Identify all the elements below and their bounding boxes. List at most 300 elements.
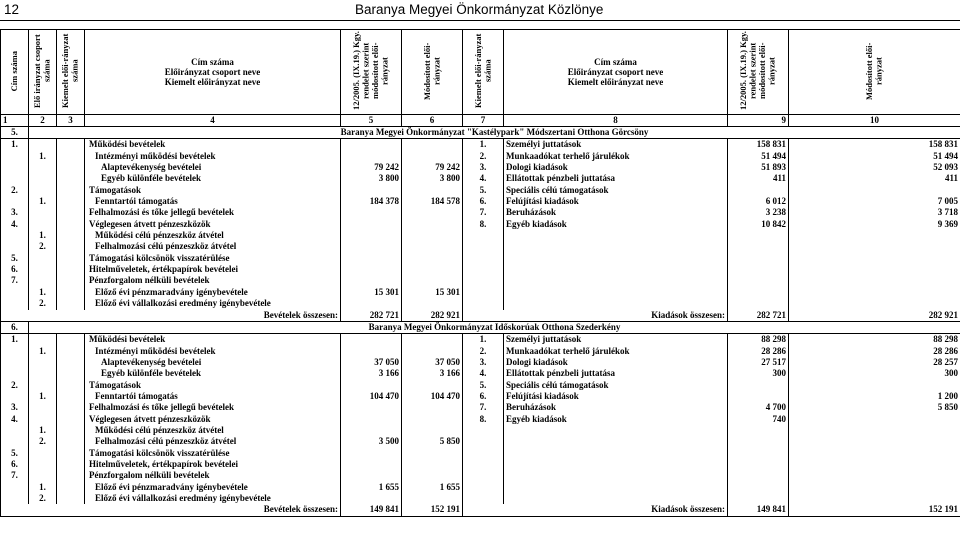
kiadas-megnevezes: Egyéb kiadások [504,414,728,425]
kiadas-megnevezes [504,275,728,286]
kiadas-szam [463,493,504,504]
table-row [1,414,960,425]
csoport-szam [29,414,57,425]
expense-total-original: 149 841 [728,504,789,516]
cim-szam [1,493,29,504]
kiadas-rendelet: 3 238 [728,207,789,218]
bevetel-rendelet: 37 050 [341,357,402,368]
bevetel-megnevezes: Pénzforgalom nélküli bevételek [85,470,341,481]
page-number: 12 [4,2,20,17]
kiadas-szam: 8. [463,219,504,230]
kiadas-modositott: 51 494 [789,151,960,162]
bevetel-modositott: 37 050 [402,357,463,368]
csoport-szam [29,470,57,481]
bevetel-rendelet: 15 301 [341,287,402,298]
kiadas-modositott [789,448,960,459]
kiadas-megnevezes [504,493,728,504]
kiadas-rendelet [728,275,789,286]
bevetel-rendelet: 3 800 [341,173,402,184]
csoport-szam [29,368,57,379]
bevetel-rendelet [341,380,402,391]
kiemelt-szam [57,162,85,173]
table-row [1,275,960,286]
csoport-szam: 1. [29,346,57,357]
total-row [1,310,960,322]
bevetel-megnevezes: Előző évi vállalkozási eredmény igénybevétele [85,298,341,309]
kiemelt-szam [57,253,85,264]
table-row [1,448,960,459]
csoport-szam [29,357,57,368]
bevetel-modositott [402,346,463,357]
page-header [0,0,960,20]
colnum-6: 6 [402,115,463,127]
bevetel-megnevezes: Alaptevékenység bevételei [85,357,341,368]
bevetel-modositott [402,151,463,162]
kiadas-modositott [789,241,960,252]
table-row [1,368,960,379]
bevetel-modositott [402,241,463,252]
kiadas-modositott [789,470,960,481]
bevetel-megnevezes: Támogatások [85,380,341,391]
bevetel-megnevezes: Egyéb különféle bevételek [85,368,341,379]
cim-szam [1,287,29,298]
bevetel-modositott: 1 655 [402,482,463,493]
cim-szam: 3. [1,207,29,218]
kiadas-rendelet [728,380,789,391]
table-row [1,357,960,368]
cim-szam: 2. [1,380,29,391]
table-header-row [1,30,960,115]
bevetel-modositott [402,185,463,196]
kiemelt-szam [57,493,85,504]
kiemelt-szam [57,287,85,298]
kiadas-megnevezes: Ellátottak pénzbeli juttatása [504,173,728,184]
kiadas-rendelet [728,436,789,447]
kiemelt-szam [57,264,85,275]
bevetel-megnevezes: Intézményi működési bevételek [85,346,341,357]
table-row [1,219,960,230]
bevetel-modositott [402,380,463,391]
kiadas-rendelet: 6 012 [728,196,789,207]
bevetel-rendelet [341,425,402,436]
table-row [1,298,960,309]
kiadas-rendelet: 10 842 [728,219,789,230]
csoport-szam: 1. [29,196,57,207]
bevetel-megnevezes: Pénzforgalom nélküli bevételek [85,275,341,286]
kiadas-megnevezes [504,298,728,309]
kiemelt-szam [57,448,85,459]
bevetel-modositott [402,448,463,459]
bevetel-modositott [402,253,463,264]
kiadas-rendelet [728,448,789,459]
bevetel-rendelet: 184 378 [341,196,402,207]
header-kiemelt-szama-right: Kiemelt elői-rányzat száma [463,30,504,115]
bevetel-megnevezes: Egyéb különféle bevételek [85,173,341,184]
colnum-8: 8 [504,115,728,127]
table-row [1,253,960,264]
kiadas-modositott [789,275,960,286]
bevetel-modositott: 104 470 [402,391,463,402]
csoport-szam [29,139,57,151]
table-row [1,264,960,275]
bevetel-modositott [402,139,463,151]
kiadas-szam: 2. [463,346,504,357]
kiadas-rendelet: 158 831 [728,139,789,151]
kiadas-rendelet [728,493,789,504]
bevetel-megnevezes: Fenntartói támogatás [85,391,341,402]
csoport-szam: 1. [29,391,57,402]
kiadas-megnevezes [504,230,728,241]
kiadas-rendelet [728,185,789,196]
section-number: 5. [1,127,29,139]
kiadas-modositott [789,298,960,309]
kiadas-rendelet [728,287,789,298]
bevetel-modositott [402,470,463,481]
bevetel-rendelet [341,414,402,425]
cim-szam: 7. [1,470,29,481]
table-row [1,196,960,207]
kiadas-modositott [789,482,960,493]
csoport-szam: 1. [29,425,57,436]
kiemelt-szam [57,275,85,286]
bevetel-megnevezes: Véglegesen átvett pénzeszközök [85,414,341,425]
bevetel-megnevezes: Támogatási kölcsönök visszatérülése [85,448,341,459]
bevetel-rendelet [341,253,402,264]
csoport-szam [29,459,57,470]
kiadas-szam: 4. [463,173,504,184]
bevetel-megnevezes: Véglegesen átvett pénzeszközök [85,219,341,230]
kiemelt-szam [57,151,85,162]
kiadas-szam [463,275,504,286]
cim-szam [1,196,29,207]
colnum-1: 1 [1,115,29,127]
table-row [1,287,960,298]
cim-szam: 3. [1,402,29,413]
kiadas-modositott [789,230,960,241]
kiadas-rendelet [728,425,789,436]
table-row [1,470,960,481]
bevetel-megnevezes: Működési bevételek [85,334,341,346]
bevetel-modositott: 79 242 [402,162,463,173]
csoport-szam: 1. [29,287,57,298]
cim-szam: 5. [1,253,29,264]
kiemelt-szam [57,482,85,493]
bevetel-megnevezes: Működési bevételek [85,139,341,151]
budget-table [0,29,960,517]
kiadas-megnevezes: Személyi juttatások [504,334,728,346]
cim-szam [1,391,29,402]
kiadas-megnevezes: Beruházások [504,402,728,413]
kiadas-modositott: 5 850 [789,402,960,413]
kiemelt-szam [57,436,85,447]
bevetel-modositott [402,230,463,241]
bevetel-modositott [402,207,463,218]
kiadas-szam [463,448,504,459]
expense-total-modified: 152 191 [789,504,960,516]
cim-szam [1,357,29,368]
kiemelt-szam [57,425,85,436]
bevetel-modositott: 3 800 [402,173,463,184]
kiadas-megnevezes: Dologi kiadások [504,357,728,368]
bevetel-megnevezes: Támogatások [85,185,341,196]
bevetel-modositott [402,493,463,504]
kiadas-megnevezes: Személyi juttatások [504,139,728,151]
csoport-szam: 1. [29,151,57,162]
section-title: Baranya Megyei Önkormányzat "Kastélypark" Módszertani Otthona Görcsöny [29,127,960,139]
kiadas-modositott [789,459,960,470]
kiadas-szam [463,298,504,309]
kiadas-modositott: 9 369 [789,219,960,230]
csoport-szam [29,173,57,184]
bevetel-megnevezes: Hitelműveletek, értékpapírok bevételei [85,459,341,470]
cim-szam: 1. [1,334,29,346]
kiadas-megnevezes: Egyéb kiadások [504,219,728,230]
cim-szam [1,425,29,436]
kiadas-rendelet [728,298,789,309]
kiadas-modositott: 411 [789,173,960,184]
bevetel-modositott [402,275,463,286]
kiemelt-szam [57,357,85,368]
cim-szam: 6. [1,264,29,275]
colnum-4: 4 [85,115,341,127]
kiadas-modositott [789,493,960,504]
header-rendelet: 12/2005. (IX.19.) Kgy. rendelet szerint módosított elői-rányzat [341,30,402,115]
kiadas-szam [463,459,504,470]
csoport-szam [29,185,57,196]
header-cim-szama: Cím száma [1,30,29,115]
kiadas-megnevezes [504,287,728,298]
header-eloiranyzat-csoport: Elő irányzat csoport száma [29,30,57,115]
bevetel-rendelet [341,207,402,218]
kiadas-modositott [789,436,960,447]
kiemelt-szam [57,380,85,391]
table-row [1,230,960,241]
bevetel-rendelet: 3 500 [341,436,402,447]
kiadas-szam [463,482,504,493]
kiadas-modositott: 28 257 [789,357,960,368]
csoport-szam [29,207,57,218]
table-row [1,151,960,162]
kiadas-megnevezes [504,482,728,493]
table-row [1,493,960,504]
csoport-szam [29,334,57,346]
kiadas-modositott: 158 831 [789,139,960,151]
kiadas-szam [463,287,504,298]
csoport-szam [29,448,57,459]
kiemelt-szam [57,368,85,379]
table-row [1,173,960,184]
kiadas-szam: 1. [463,334,504,346]
kiemelt-szam [57,459,85,470]
cim-szam: 1. [1,139,29,151]
table-row [1,459,960,470]
kiadas-rendelet [728,253,789,264]
kiadas-modositott: 3 718 [789,207,960,218]
cim-szam [1,368,29,379]
kiadas-megnevezes: Dologi kiadások [504,162,728,173]
kiadas-modositott [789,264,960,275]
bevetel-megnevezes: Előző évi vállalkozási eredmény igénybevétele [85,493,341,504]
bevetel-modositott: 3 166 [402,368,463,379]
csoport-szam: 2. [29,241,57,252]
header-kiemelt-szama: Kiemelt elői-rányzat száma [57,30,85,115]
kiadas-megnevezes: Felújítási kiadások [504,391,728,402]
header-cim-neve: Cím száma Előirányzat csoport neve Kiemelt előirányzat neve [85,30,341,115]
cim-szam [1,173,29,184]
bevetel-megnevezes: Működési célú pénzeszköz átvétel [85,425,341,436]
bevetel-rendelet [341,151,402,162]
kiadas-megnevezes: Munkaadókat terhelő járulékok [504,346,728,357]
colnum-10: 10 [789,115,960,127]
table-body [1,30,960,517]
expense-total-original: 282 721 [728,310,789,322]
kiadas-rendelet [728,459,789,470]
table-row [1,402,960,413]
table-row [1,380,960,391]
revenue-total-modified: 282 921 [402,310,463,322]
header-rule [0,20,960,21]
kiadas-modositott: 1 200 [789,391,960,402]
kiadas-rendelet: 51 893 [728,162,789,173]
section-number: 6. [1,321,29,333]
table-row [1,139,960,151]
kiadas-modositott [789,287,960,298]
kiadas-szam [463,425,504,436]
kiadas-rendelet: 411 [728,173,789,184]
kiadas-szam [463,241,504,252]
kiadas-rendelet [728,241,789,252]
section-title: Baranya Megyei Önkormányzat Időskorúak Otthona Szederkény [29,321,960,333]
kiadas-szam: 5. [463,380,504,391]
section-header-row [1,321,960,333]
kiadas-szam: 1. [463,139,504,151]
kiemelt-szam [57,346,85,357]
csoport-szam [29,402,57,413]
kiadas-rendelet [728,264,789,275]
cim-szam: 4. [1,219,29,230]
kiadas-modositott [789,425,960,436]
kiadas-megnevezes [504,448,728,459]
cim-szam [1,346,29,357]
cim-szam [1,151,29,162]
kiadas-rendelet: 51 494 [728,151,789,162]
kiadas-szam: 3. [463,357,504,368]
kiadas-szam: 5. [463,185,504,196]
kiadas-rendelet: 740 [728,414,789,425]
header-cim-neve-right: Cím száma Előirányzat csoport neve Kiemelt előirányzat neve [504,30,728,115]
kiadas-rendelet: 28 286 [728,346,789,357]
colnum-9: 9 [728,115,789,127]
kiadas-megnevezes [504,264,728,275]
cim-szam [1,482,29,493]
cim-szam [1,241,29,252]
kiadas-szam: 6. [463,391,504,402]
bevetel-rendelet [341,402,402,413]
kiadas-szam: 7. [463,402,504,413]
cim-szam: 5. [1,448,29,459]
table-row [1,425,960,436]
kiadas-szam: 7. [463,207,504,218]
csoport-szam [29,162,57,173]
bevetel-megnevezes: Intézményi működési bevételek [85,151,341,162]
kiadas-szam: 6. [463,196,504,207]
revenue-total-label: Bevételek összesen: [1,310,341,322]
kiemelt-szam [57,219,85,230]
bevetel-rendelet: 79 242 [341,162,402,173]
bevetel-modositott [402,414,463,425]
kiadas-szam [463,230,504,241]
bevetel-modositott: 184 578 [402,196,463,207]
kiemelt-szam [57,470,85,481]
bevetel-rendelet [341,298,402,309]
kiadas-szam: 3. [463,162,504,173]
table-row [1,482,960,493]
bevetel-rendelet [341,334,402,346]
colnum-7: 7 [463,115,504,127]
cim-szam [1,436,29,447]
bevetel-rendelet [341,139,402,151]
kiemelt-szam [57,139,85,151]
cim-szam [1,298,29,309]
csoport-szam: 1. [29,482,57,493]
bevetel-megnevezes: Felhalmozási célú pénzeszköz átvétel [85,241,341,252]
csoport-szam [29,275,57,286]
bevetel-megnevezes: Támogatási kölcsönök visszatérülése [85,253,341,264]
kiadas-szam [463,264,504,275]
bevetel-rendelet [341,448,402,459]
bevetel-megnevezes: Előző évi pénzmaradvány igénybevétele [85,287,341,298]
bevetel-modositott [402,298,463,309]
cim-szam: 7. [1,275,29,286]
bevetel-megnevezes: Előző évi pénzmaradvány igénybevétele [85,482,341,493]
kiadas-szam: 2. [463,151,504,162]
kiadas-megnevezes [504,253,728,264]
bevetel-rendelet [341,219,402,230]
expense-total-modified: 282 921 [789,310,960,322]
table-row [1,391,960,402]
kiadas-szam [463,436,504,447]
bevetel-modositott [402,402,463,413]
kiadas-rendelet [728,230,789,241]
bevetel-modositott [402,334,463,346]
kiadas-megnevezes: Ellátottak pénzbeli juttatása [504,368,728,379]
column-number-row [1,115,960,127]
kiadas-megnevezes [504,459,728,470]
colnum-2: 2 [29,115,57,127]
header-modositott: Módosított elői-rányzat [402,30,463,115]
revenue-total-original: 282 721 [341,310,402,322]
kiadas-modositott [789,380,960,391]
bevetel-rendelet [341,493,402,504]
bevetel-modositott [402,264,463,275]
kiemelt-szam [57,402,85,413]
kiadas-szam [463,253,504,264]
header-rendelet-right: 12/2005. (IX.19.) Kgy. rendelet szerint módosított elői-rányzat [728,30,789,115]
kiadas-megnevezes [504,241,728,252]
kiemelt-szam [57,185,85,196]
csoport-szam [29,264,57,275]
cim-szam [1,230,29,241]
cim-szam: 4. [1,414,29,425]
bevetel-rendelet [341,241,402,252]
bevetel-megnevezes: Alaptevékenység bevételei [85,162,341,173]
table-row [1,241,960,252]
header-modositott-right: Módosított elői-rányzat [789,30,960,115]
csoport-szam: 2. [29,298,57,309]
bevetel-megnevezes: Felhalmozási és tőke jellegű bevételek [85,207,341,218]
bevetel-rendelet [341,185,402,196]
csoport-szam: 1. [29,230,57,241]
